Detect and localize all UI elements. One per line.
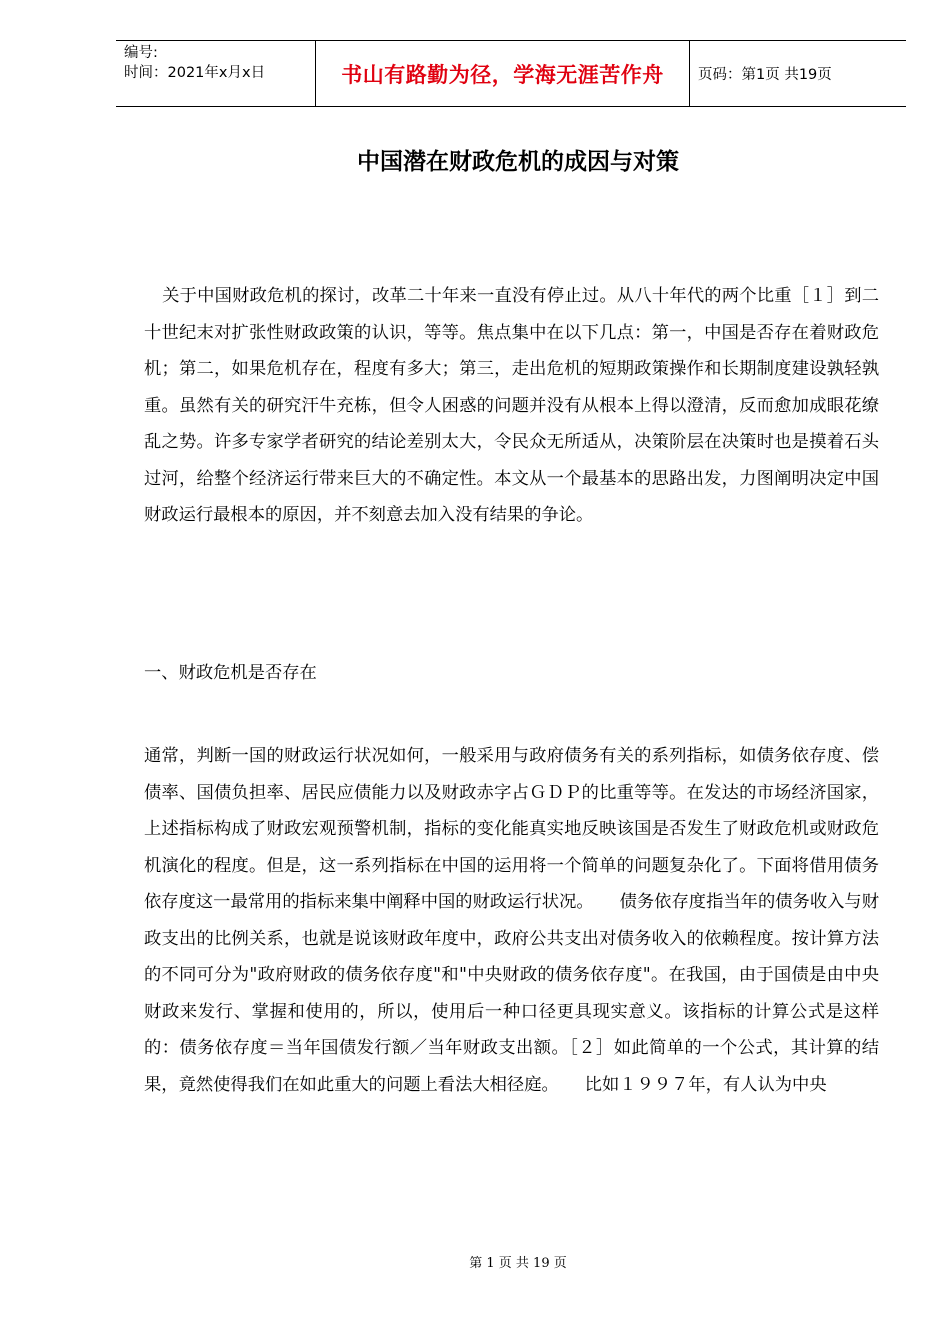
section-heading: 一、财政危机是否存在 bbox=[144, 663, 317, 683]
page-info: 页码：第1页 共19页 bbox=[698, 67, 832, 83]
header-meta-cell bbox=[116, 41, 316, 106]
header-motto-cell bbox=[316, 41, 690, 106]
document-header bbox=[116, 40, 906, 107]
intro-paragraph: 关于中国财政危机的探讨，改革二十年来一直没有停止过。从八十年代的两个比重［１］到二十世纪末对扩张性财政政策的认识，等等。焦点集中在以下几点：第一，中国是否存在着财政危机；第二，如果危机存在，程度有多大；第三，走出危机的短期政策操作和长期制度建设孰轻孰重。虽然有关的研究汗牛充栋，但令人困惑的问题并没有从根本上得以澄清，反而愈加成眼花缭乱之势。许多专家学者研究的结论差别太大，令民众无所适从，决策阶层在决策时也是摸着石头过河，给整个经济运行带来巨大的不确定性。本文从一个最基本的思路出发，力图阐明决定中国财政运行最根本的原因，并不刻意去加入没有结果的争论。 bbox=[144, 286, 879, 525]
number-label: 编号: bbox=[124, 45, 158, 61]
header-page-cell bbox=[690, 41, 906, 106]
document-title: 中国潜在财政危机的成因与对策 bbox=[357, 148, 679, 175]
time-label: 时间：2021年x月x日 bbox=[124, 65, 266, 81]
page-footer: 第 1 页 共 19 页 bbox=[469, 1256, 567, 1271]
motto-text: 书山有路勤为径，学海无涯苦作舟 bbox=[341, 62, 664, 87]
section-paragraph: 通常，判断一国的财政运行状况如何，一般采用与政府债务有关的系列指标，如债务依存度、偿债率、国债负担率、居民应债能力以及财政赤字占ＧＤＰ的比重等等。在发达的市场经济国家，上述指标构成了财政宏观预警机制，指标的变化能真实地反映该国是否发生了财政危机或财政危机演化的程度。但是，这一系列指标在中国的运用将一个简单的问题复杂化了。下面将借用债务依存度这一最常用的指标来集中阐释中国的财政运行状况。 债务依存度指当年的债务收入与财政支出的比例关系，也就是说该财政年度中，政府公共支出对债务收入的依赖程度。按计算方法的不同可分为"政府财政的债务依存度"和"中央财政的债务依存度"。在我国，由于国债是由中央财政来发行、掌握和使用的，所以，使用后一种口径更具现实意义。该指标的计算公式是这样的：债务依存度＝当年国债发行额／当年财政支出额。［２］如此简单的一个公式，其计算的结果，竟然使得我们在如此重大的问题上看法大相径庭。 比如１９９７年，有人认为中央 bbox=[144, 746, 879, 1095]
